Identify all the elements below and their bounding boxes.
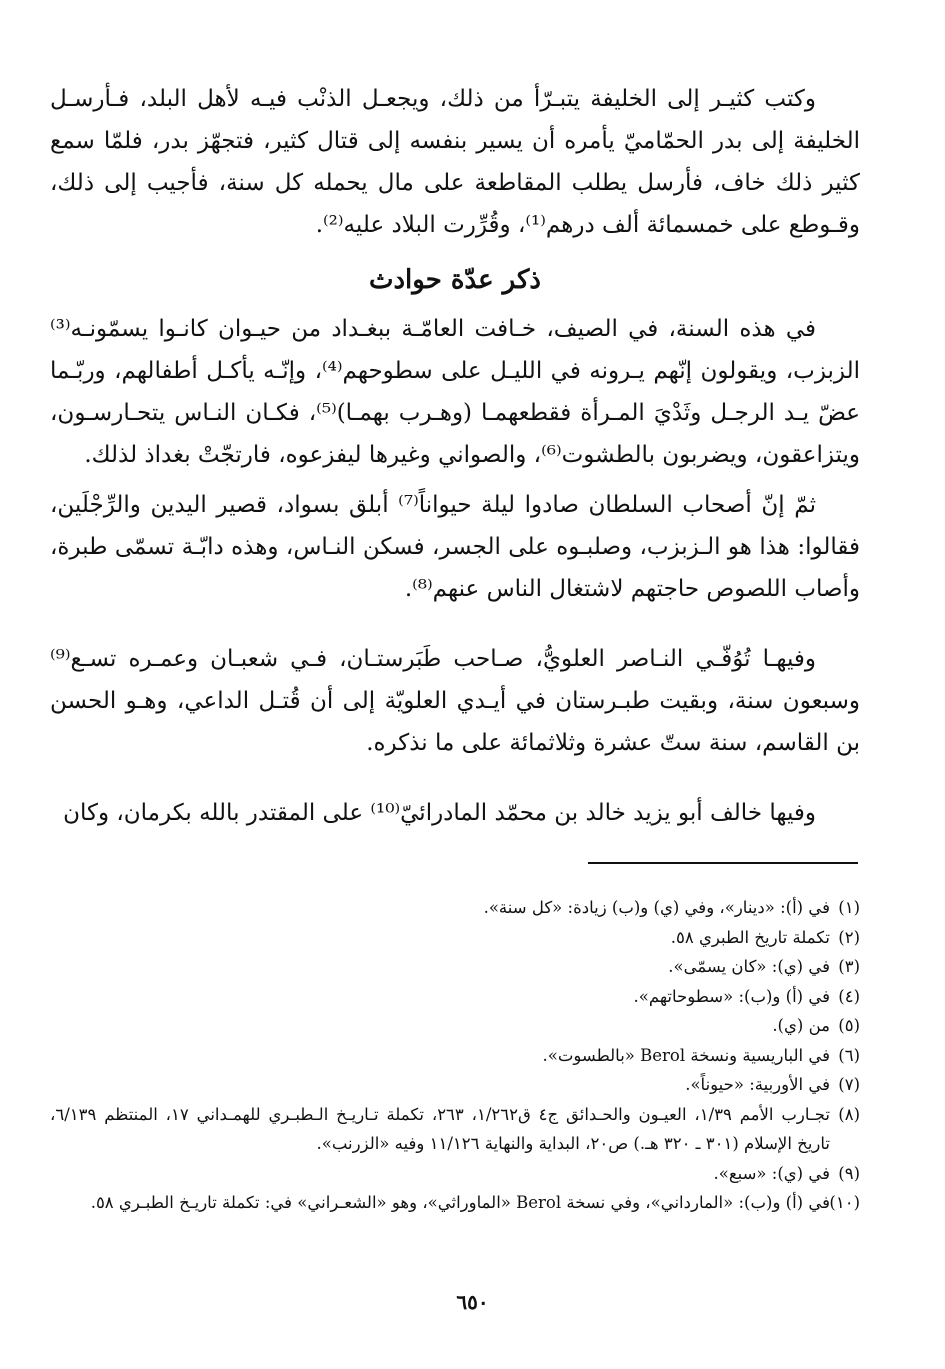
footnote-item bbox=[50, 982, 860, 1012]
footnote-number: (١٠) bbox=[829, 1193, 860, 1212]
footnote-number: (٣) bbox=[838, 957, 860, 976]
footnote-text: تكملة تاريخ الطبري ٥٨. bbox=[670, 927, 830, 947]
paragraph-5: وفيها خالف أبو يزيد خالد بن محمّد المادرائيّ⁽¹⁰⁾ على المقتدر بالله بكرمان، وكان bbox=[63, 800, 816, 826]
footnote-number: (٥) bbox=[838, 1016, 860, 1035]
footnote-item bbox=[50, 1100, 860, 1159]
footnote-number: (٢) bbox=[838, 927, 860, 947]
footnote-text: من (ي). bbox=[772, 1016, 830, 1035]
footnote-number: (١) bbox=[838, 898, 860, 917]
footnote-divider bbox=[588, 862, 858, 864]
section-heading: ذكر عدّة حوادث bbox=[369, 265, 541, 295]
footnote-number: (٤) bbox=[838, 986, 860, 1006]
spacer bbox=[50, 764, 860, 792]
paragraph-1: وكتب كثيـر إلى الخليفة يتبـرّأ من ذلك، ويجعـل الذنْب فيـه لأهل البلد، فـأرسـل الخليفة إلى بدر الحمّاميّ يأمره أن يسير بنفسه إلى قتال كثير، فتجهّز بدر، فلمّا سمع كثير ذلك خاف، فأرسل يطلب المقاطعة على مال يحمله كل سنة، فأجيب إلى ذلك، وقـوطع على خمسمائة ألف درهم⁽¹⁾، وقُرِّرت البلاد عليه⁽²⁾. bbox=[50, 86, 860, 238]
footnote-text: في (ي): «كان يسمّى». bbox=[668, 957, 830, 976]
footnote-text: في (أ) و(ب): «سطوحاتهم». bbox=[633, 986, 830, 1006]
footnote-item bbox=[50, 1159, 860, 1189]
paragraph-4: وفيهـا تُوُفّـي النـاصر العلويُّ، صـاحب طَبَرستـان، فـي شعبـان وعمـره تسـع⁽⁹⁾ وسبعون سنة، وبقيت طبـرستان في أيـدي العلويّة إلى أن قُتـل الداعي، وهـو الحسن بن القاسم، سنة ستّ عشرة وثلاثمائة على ما نذكره. bbox=[50, 646, 860, 756]
paragraph-2: في هذه السنة، في الصيف، خـافت العامّـة ببغـداد من حيـوان كانـوا يسمّونـه⁽³⁾ الزبزب، ويقولون إنّهم يـرونه في الليـل على سطوحهم⁽⁴⁾، وإنّـه يأكـل أطفالهم، وربّـما عضّ يـد الرجـل وثَدْيَ المـرأة فقطعهمـا (وهـرب بهمـا)⁽⁵⁾، فكـان النـاس يتحـارسـون، ويتزاعقون، ويضربون بالطشوت⁽⁶⁾، والصواني وغيرها ليفزعوه، فارتجّتْ بغداذ لذلك. bbox=[50, 316, 861, 468]
footnote-number: (٧) bbox=[838, 1075, 860, 1094]
paragraph-3: ثمّ إنّ أصحاب السلطان صادوا ليلة حيواناً⁽⁷⁾ أبلق بسواد، قصير اليدين والرِّجْلَين، فقالوا: هذا هو الـزبزب، وصلبـوه على الجسر، فسكن النـاس، وهذه دابّـة تسمّى طبرة، وأصاب اللصوص حاجتهم لاشتغال الناس عنهم⁽⁸⁾. bbox=[50, 492, 860, 602]
footnote-item bbox=[50, 1011, 860, 1041]
spacer bbox=[50, 610, 860, 638]
footnote-item bbox=[50, 952, 860, 982]
footnote-number: (٦) bbox=[838, 1045, 860, 1065]
footnote-number: (٩) bbox=[838, 1163, 860, 1183]
footnote-text: تجـارب الأمم ١/٣٩، العيـون والحـدائق ج٤ ق١/٢٦٢، ٢٦٣، تكملة تـاريـخ الـطبـري للهمـداني ١٧، المنتظم ٦/١٣٩، تاريخ الإسلام (٣٠١ ـ ٣٢٠ هـ.) ص٢٠، البداية والنهاية ١١/١٢٦ وفيه «الزرنب». bbox=[50, 1104, 830, 1153]
footnote-item bbox=[50, 1041, 860, 1071]
footnote-text: في الباريسية ونسخة Berol «بالطسوت». bbox=[542, 1045, 830, 1065]
spacer bbox=[50, 476, 860, 484]
footnote-text: في (أ): «دينار»، وفي (ي) و(ب) زيادة: «كل سنة». bbox=[483, 898, 830, 917]
footnote-number: (٨) bbox=[838, 1104, 860, 1124]
page-number: ٦٥٠ bbox=[456, 1290, 489, 1314]
footnote-text: في (أ) و(ب): «المارداني»، وفي نسخة Berol «الماوراثي»، وهو «الشعـراني» في: تكملة تاريـخ الطبـري ٥٨. bbox=[90, 1193, 830, 1212]
footnote-item bbox=[50, 893, 860, 923]
main-text bbox=[50, 78, 860, 834]
footnote-text: في الأوربية: «حيوناً». bbox=[685, 1075, 830, 1094]
footnote-item bbox=[50, 923, 860, 953]
footnote-text: في (ي): «سبع». bbox=[713, 1163, 830, 1183]
footnotes bbox=[50, 893, 860, 1218]
footnote-item bbox=[50, 1188, 860, 1218]
footnote-item bbox=[50, 1070, 860, 1100]
